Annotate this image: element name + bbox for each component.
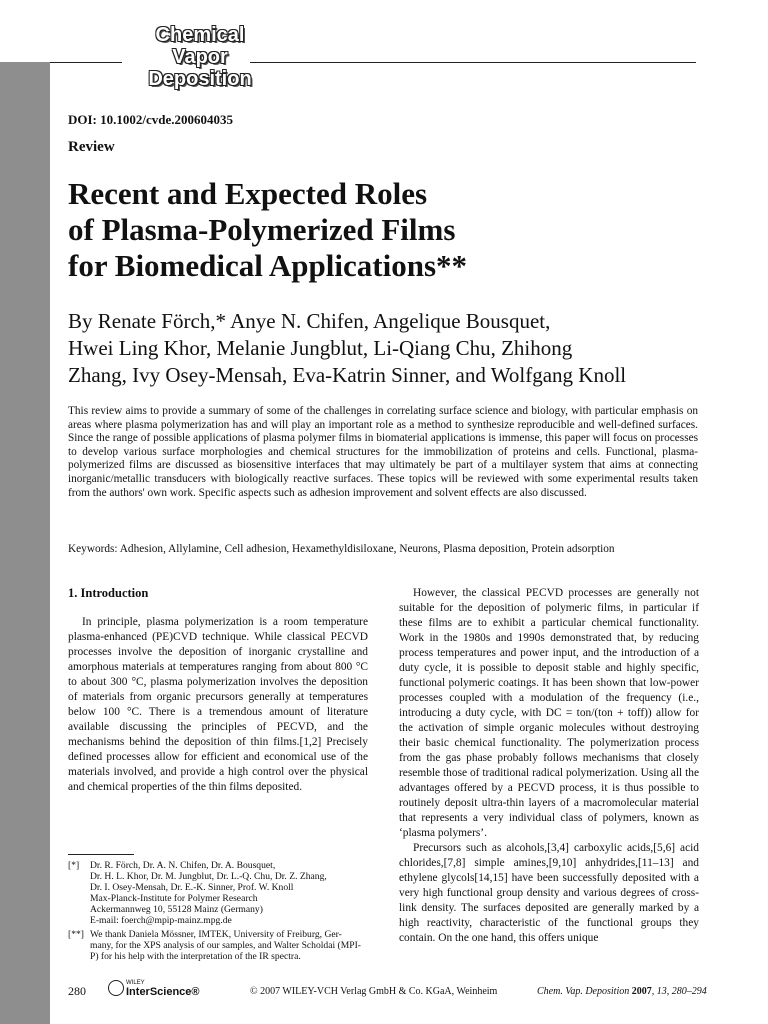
journal-logo-line-3: Deposition (148, 68, 252, 90)
citation-volume-pages: , 13, 280–294 (651, 986, 707, 997)
citation (537, 986, 707, 1006)
footnote-line: many, for the XPS analysis of our samples, and Walter Scholdai (MPI- (90, 940, 362, 951)
footnote-line: Dr. I. Osey-Mensah, Dr. E.-K. Sinner, Prof. W. Knoll (90, 882, 294, 893)
article-title (68, 176, 708, 284)
left-margin-bar (0, 62, 50, 1024)
author-line: Hwei Ling Khor, Melanie Jungblut, Li-Qiang Chu, Zhihong (68, 336, 573, 360)
author-line: Zhang, Ivy Osey-Mensah, Eva-Katrin Sinner, and Wolfgang Knoll (68, 363, 627, 387)
article-type: Review (68, 139, 115, 155)
journal-logo-line-1: Chemical (155, 24, 245, 46)
author-line: By Renate Förch,* Anye N. Chifen, Angelique Bousquet, (68, 309, 551, 333)
abstract: This review aims to provide a summary of some of the challenges in correlating surface science and biology, with particular emphasis on areas where plasma polymerization has and will play an important role as a method to synthesize reproducible and well-defined surfaces. Since the range of possible applications of plasma polymer films in biomaterial applications is immense, this paper will focus on processes to develop various surface morphologies and chemical structures for the immobilization of proteins and cells. Functional, plasma-polymerized films are discussed as biosensitive interfaces that may ultimately be part of a multilayer system that aims at connecting inorganic/metallic transducers with biologically reactive surfaces. These topics will be reviewed with some experimental results taken from the authors' own work. Specific aspects such as adhesion improvement and solvent effects are also discussed. (68, 405, 698, 499)
header-rule (50, 62, 122, 63)
footnote-line: Dr. H. L. Khor, Dr. M. Jungblut, Dr. L.-Q. Chu, Dr. Z. Zhang, (90, 871, 327, 882)
publisher-logo-text (126, 979, 200, 997)
footnote-line: We thank Daniela Mössner, IMTEK, University of Freiburg, Ger- (90, 929, 342, 940)
footnote-mark: [*] (68, 860, 80, 871)
footnote-text (90, 860, 327, 926)
author-list (68, 308, 718, 389)
title-line: of Plasma-Polymerized Films (68, 212, 456, 247)
footnote-mark: [**] (68, 929, 84, 940)
footnote-line: Max-Planck-Institute for Polymer Research (90, 893, 258, 904)
footnote-email[interactable]: E-mail: foerch@mpip-mainz.mpg.de (90, 915, 232, 926)
footnote-line: Dr. R. Förch, Dr. A. N. Chifen, Dr. A. Bousquet, (90, 860, 276, 871)
keywords: Keywords: Adhesion, Allylamine, Cell adhesion, Hexamethyldisiloxane, Neurons, Plasma deposition, Protein adsorption (68, 543, 615, 555)
publisher-logo (108, 978, 200, 998)
footnote (68, 929, 368, 962)
footnotes (68, 860, 368, 965)
body-paragraph: In principle, plasma polymerization is a room temperature plasma-enhanced (PE)CVD technique. While classical PECVD processes involve the deposition of inorganic crystalline and amorphous materials at temperatures ranging from about 800 °C to about 300 °C, plasma polymerization involves the deposition of materials from organic precursors generally at temperatures below 100 °C. There is a tremendous amount of literature available discussing the principles of PECVD, and the mechanisms behind the deposition of thin films.[1,2] Precisely defined processes allow for efficient and economical use of the materials involved, and provide a high control over the physical and chemical properties of the thin films deposited. (68, 616, 368, 793)
body-paragraph: Precursors such as alcohols,[3,4] carboxylic acids,[5,6] acid chlorides,[7,8] simple amines,[9,10] anhydrides,[11–13] and ethylene glycols[14,15] have been successfully deposited with a very high functional group density and various degrees of cross-link density. The surfaces deposited are generally marked by a high reactivity, characteristic of the functional groups they contain. On the one hand, this offers unique (399, 842, 699, 944)
doi[interactable]: DOI: 10.1002/cvde.200604035 (68, 112, 234, 127)
title-line: Recent and Expected Roles (68, 176, 428, 211)
citation-year: 2007 (631, 986, 652, 997)
page-number: 280 (68, 984, 86, 998)
citation-journal: Chem. Vap. Deposition (537, 986, 630, 997)
title-line: for Biomedical Applications** (68, 248, 468, 283)
footnote-text (90, 929, 361, 962)
journal-logo-line-2: Vapor (172, 46, 228, 68)
journal-logo (100, 24, 300, 90)
left-column (68, 586, 368, 795)
publisher-logo-name: InterScience® (126, 986, 200, 998)
section-heading: 1. Introduction (68, 586, 149, 600)
header-rule (250, 62, 696, 63)
footnote-line: P) for his help with the interpretation of the IR spectra. (90, 951, 301, 962)
footnote (68, 860, 368, 926)
footnote-rule (68, 854, 134, 855)
publisher-logo-icon (108, 980, 124, 996)
footnote-line: Ackermannweg 10, 55128 Mainz (Germany) (90, 904, 263, 915)
publisher-logo-small: WILEY (126, 980, 145, 986)
right-column (399, 586, 699, 946)
body-paragraph: However, the classical PECVD processes are generally not suitable for the deposition of polymeric films, in particular if these films are to exhibit a particular chemical functionality. Work in the 1980s and 1990s demonstrated that, by reducing process temperatures and power input, and the introduction of a duty cycle, it is possible to deposit stable and highly specific, functional polymeric coatings. It has been shown that low-power processes coupled with a modulation of the frequency (i.e., introducing a duty cycle, with DC = ton/(ton + toff)) allow for the activation of simple organic molecules without destroying their basic chemical functionality. The polymerization process from the gas phase probably follows mechanisms that closely resemble those of traditional radical polymerization. Using all the advantages offered by a PECVD process, it is thus possible to routinely deposit ultra-thin layers of a macromolecular material that represents a very individual class of polymers, known as ‘plasma polymers’. (399, 587, 699, 839)
copyright: © 2007 WILEY-VCH Verlag GmbH & Co. KGaA, Weinheim (250, 986, 498, 997)
